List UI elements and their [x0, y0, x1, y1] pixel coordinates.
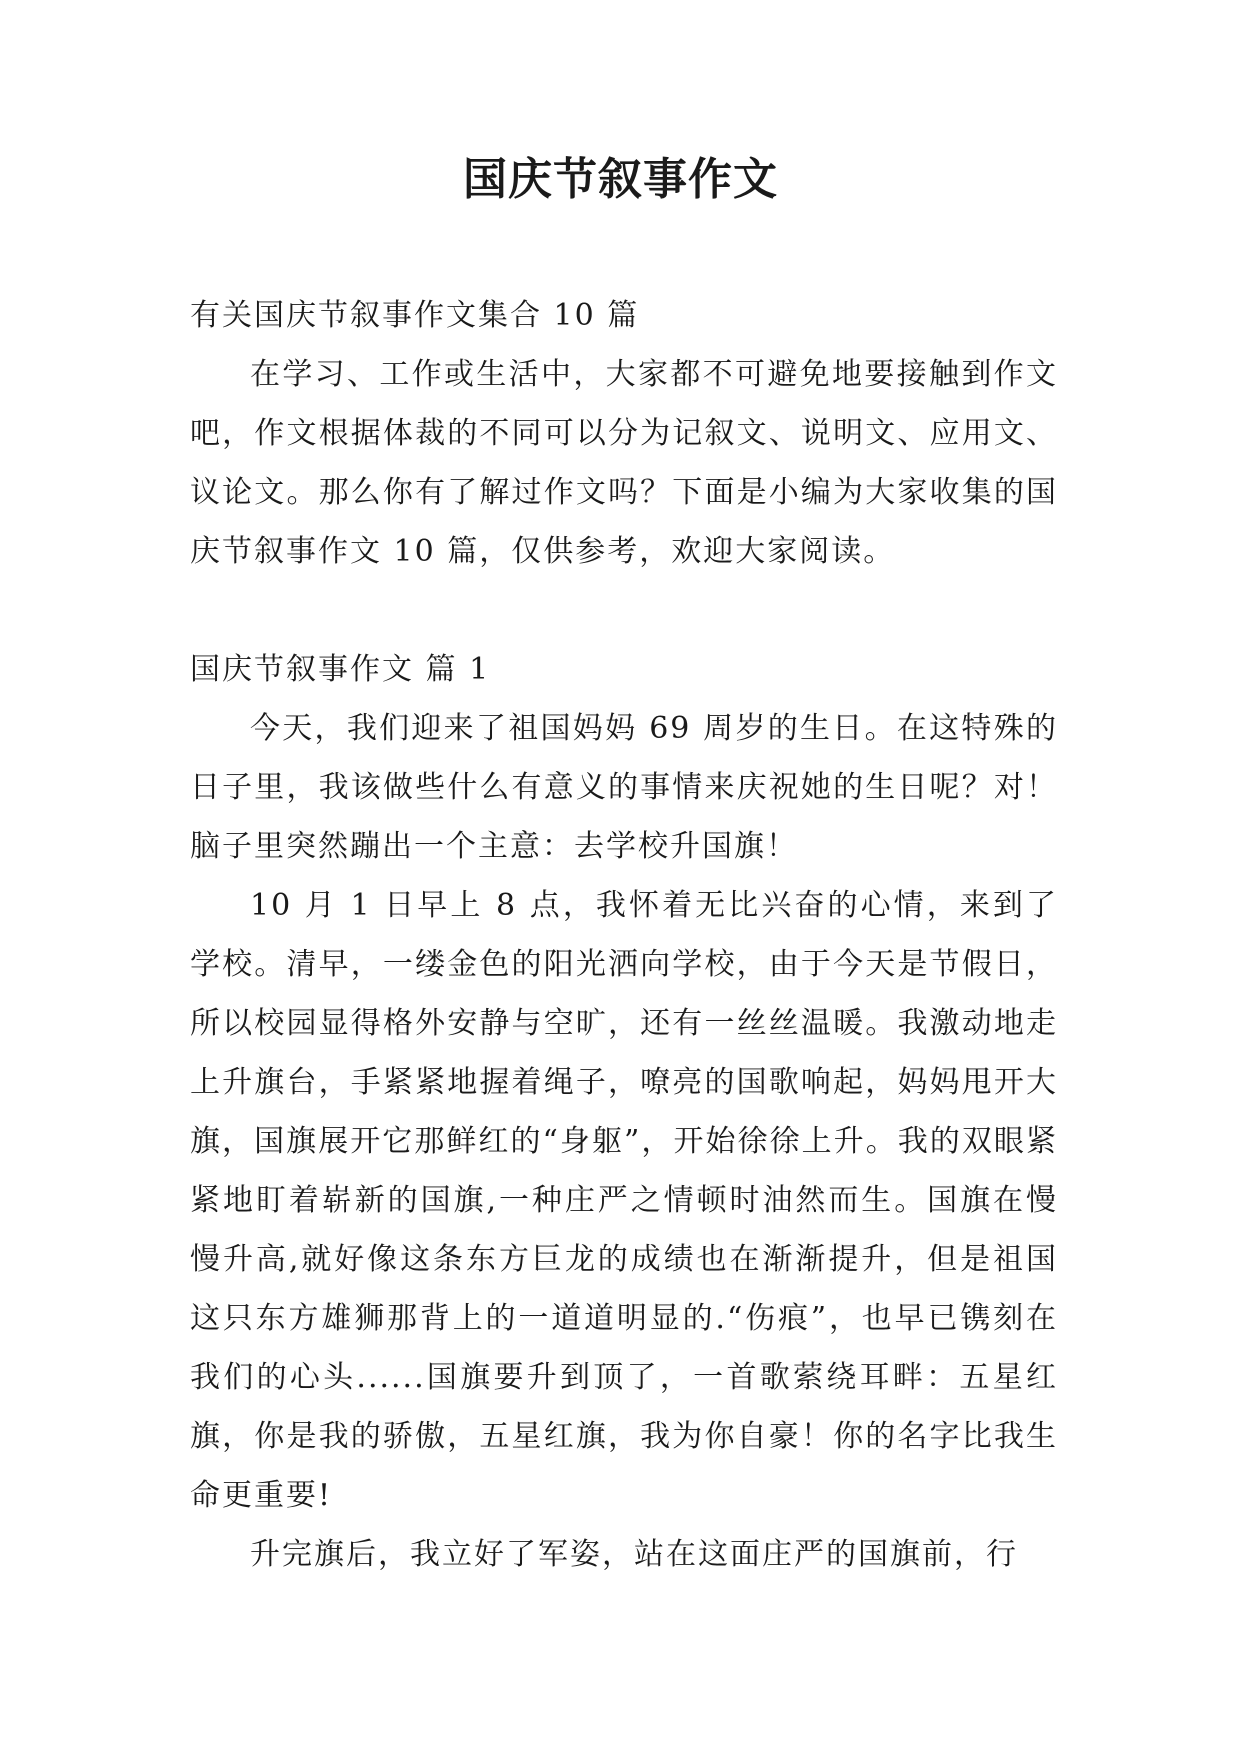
collection-heading: 有关国庆节叙事作文集合 10 篇	[190, 298, 640, 333]
body-paragraph-2: 10 月 1 日早上 8 点，我怀着无比兴奋的心情，来到了学校。清早，一缕金色的阳光洒向学校，由于今天是节假日，所以校园显得格外安静与空旷，还有一丝丝温暖。我激动地走上升旗台，手紧紧地握着绳子，嘹亮的国歌响起，妈妈甩开大旗，国旗展开它那鲜红的“身躯”，开始徐徐上升。我的双眼紧紧地盯着崭新的国旗,一种庄严之情顿时油然而生。国旗在慢慢升高,就好像这条东方巨龙的成绩也在渐渐提升，但是祖国这只东方雄狮那背上的一道道明显的.“伤痕”，也早已镌刻在我们的心头......国旗要升到顶了，一首歌萦绕耳畔：五星红旗，你是我的骄傲，五星红旗，我为你自豪！你的名字比我生命更重要!	[190, 888, 1058, 1513]
section-heading: 国庆节叙事作文 篇 1	[190, 652, 491, 687]
document-body	[190, 286, 1058, 1584]
body-paragraph-1: 今天，我们迎来了祖国妈妈 69 周岁的生日。在这特殊的日子里，我该做些什么有意义的事情来庆祝她的生日呢？对！脑子里突然蹦出一个主意：去学校升国旗！	[190, 711, 1058, 864]
section-spacer	[190, 581, 1058, 640]
intro-paragraph: 在学习、工作或生活中，大家都不可避免地要接触到作文吧，作文根据体裁的不同可以分为记叙文、说明文、应用文、议论文。那么你有了解过作文吗？下面是小编为大家收集的国庆节叙事作文 10 篇，仅供参考，欢迎大家阅读。	[190, 357, 1058, 569]
body-paragraph-3: 升完旗后，我立好了军姿，站在这面庄严的国旗前，行	[250, 1537, 1018, 1572]
document-title: 国庆节叙事作文	[463, 154, 778, 205]
